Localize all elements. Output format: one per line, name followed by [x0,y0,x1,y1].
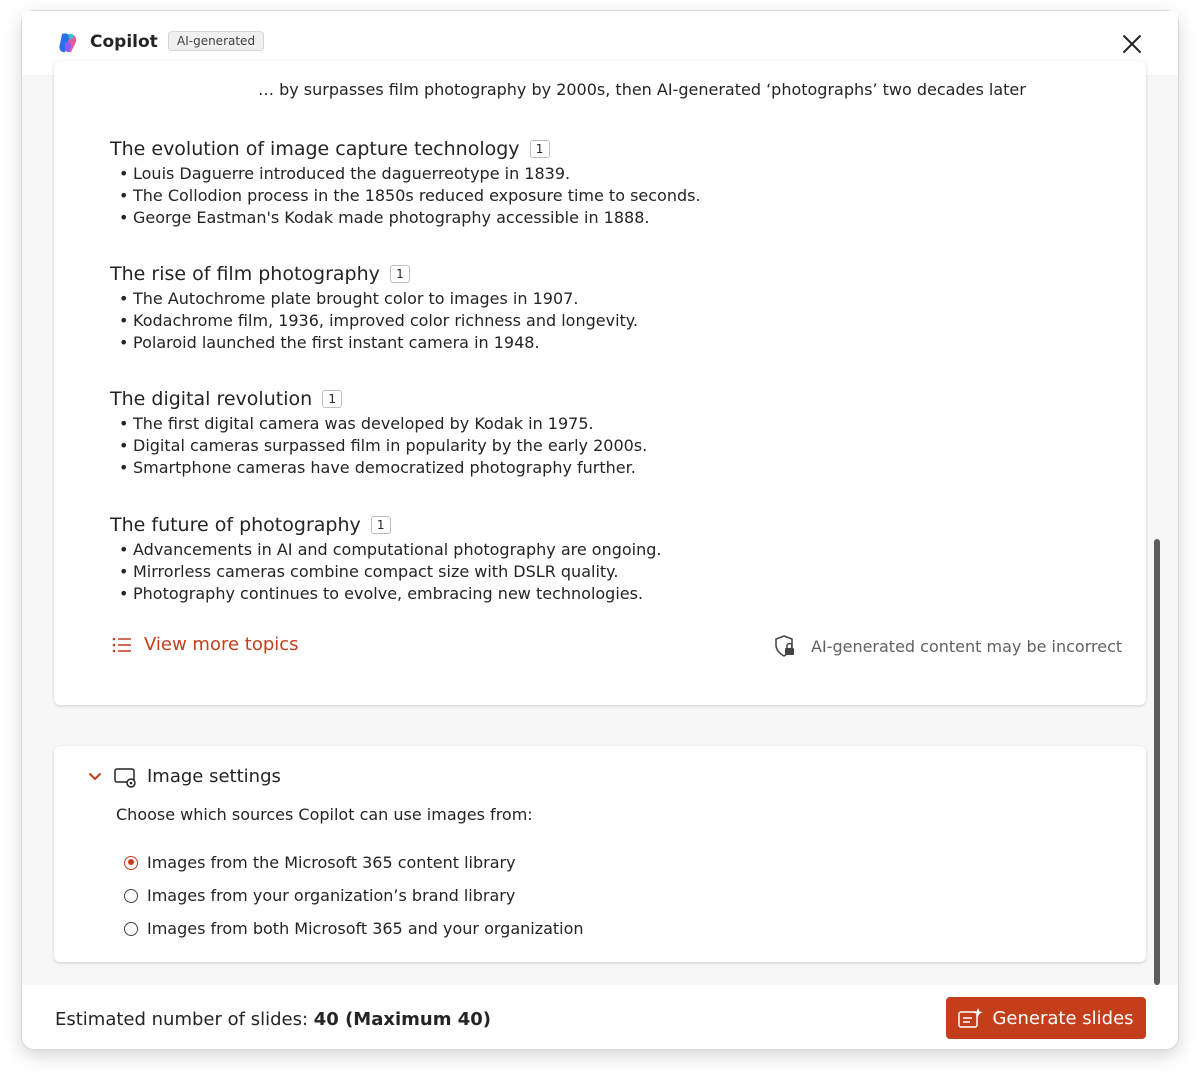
radio-button[interactable] [124,856,138,870]
topic-bullet: • George Eastman's Kodak made photography accessible in 1888. [133,207,701,229]
scrollbar-thumb[interactable] [1154,539,1160,985]
ai-disclaimer-text: AI-generated content may be incorrect [811,636,1123,656]
radio-label: Images from both Microsoft 365 and your organization [147,919,584,938]
radio-option-both[interactable] [124,919,584,938]
radio-button[interactable] [124,922,138,936]
topic-bullet: • Polaroid launched the first instant camera in 1948. [133,332,638,354]
generate-slides-icon [958,1007,984,1029]
topic-title: The future of photography [110,514,361,536]
topic-bullet: • Smartphone cameras have democratized photography further. [133,457,647,479]
topic-title: The evolution of image capture technology [110,138,520,160]
topic-bullet: • Photography continues to evolve, embracing new technologies. [133,583,661,605]
ai-disclaimer [773,634,1122,658]
estimated-slides [55,1009,491,1030]
list-icon [112,636,132,654]
citation-badge[interactable]: 1 [530,140,550,158]
citation-badge[interactable]: 1 [322,390,342,408]
dialog-title: Copilot [90,32,158,52]
citation-badge[interactable]: 1 [390,265,410,283]
topic-section [110,136,701,229]
generate-slides-button[interactable] [946,997,1146,1039]
shield-lock-icon [773,634,797,658]
topic-section [110,261,638,354]
topic-bullet: • Mirrorless cameras combine compact size with DSLR quality. [133,561,661,583]
close-icon[interactable] [1120,32,1144,56]
generate-slides-label: Generate slides [992,1007,1134,1029]
topic-section [110,512,661,605]
radio-option-microsoft365[interactable] [124,853,516,872]
topic-bullet: • Louis Daguerre introduced the daguerreotype in 1839. [133,163,701,185]
topic-section [110,386,647,479]
image-settings-title: Image settings [147,766,281,787]
view-more-topics-button[interactable] [112,634,299,655]
topic-bullet: • The Collodion process in the 1850s reduced exposure time to seconds. [133,185,701,207]
topic-bullet: • Digital cameras surpassed film in popularity by the early 2000s. [133,435,647,457]
radio-label: Images from your organization’s brand library [147,886,516,905]
image-settings-icon [114,767,138,789]
citation-badge[interactable]: 1 [371,516,391,534]
image-settings-description: Choose which sources Copilot can use images from: [116,805,533,824]
copilot-logo-icon [56,31,80,55]
radio-label: Images from the Microsoft 365 content library [147,853,516,872]
radio-button[interactable] [124,889,138,903]
ai-generated-badge: AI-generated [168,31,264,51]
radio-option-brand-library[interactable] [124,886,515,905]
estimate-prefix: Estimated number of slides: [55,1009,314,1030]
chevron-down-icon[interactable] [88,770,102,784]
topic-title: The digital revolution [110,388,313,410]
topic-bullet: • Advancements in AI and computational photography are ongoing. [133,539,661,561]
topic-title: The rise of film photography [110,263,380,285]
estimate-value: 40 (Maximum 40) [313,1009,491,1030]
view-more-label: View more topics [144,634,299,655]
summary-text: … by surpasses film photography by 2000s, then AI-generated ‘photographs’ two decades later [258,80,1026,99]
topic-bullet: • Kodachrome film, 1936, improved color richness and longevity. [133,310,638,332]
topic-bullet: • The first digital camera was developed by Kodak in 1975. [133,413,647,435]
topic-bullet: • The Autochrome plate brought color to images in 1907. [133,288,638,310]
